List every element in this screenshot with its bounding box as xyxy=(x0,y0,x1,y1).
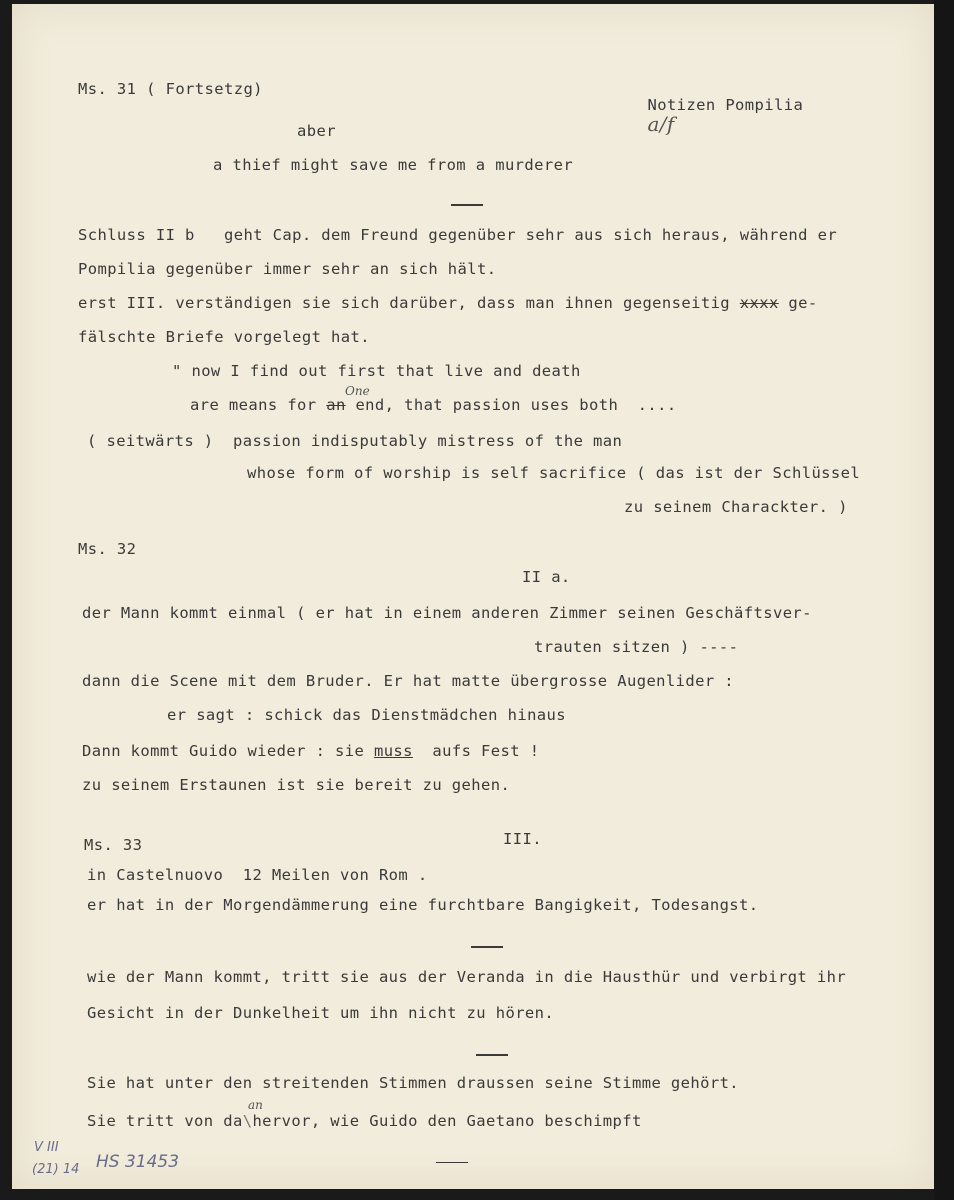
scan-edge xyxy=(934,0,954,1200)
text-line: dann die Scene mit dem Bruder. Er hat matte übergrosse Augenlider : xyxy=(82,672,735,690)
header-left: Ms. 31 ( Fortsetzg) xyxy=(78,80,263,98)
handwritten-insert: One xyxy=(345,384,370,398)
archive-mark: V III xyxy=(34,1140,59,1155)
text-line: Sie tritt von da\hervor, wie Guido den Gaetano beschimpft xyxy=(87,1112,642,1130)
handwritten-insert: an xyxy=(248,1098,263,1112)
section-label: Ms. 32 xyxy=(78,540,137,558)
text-line: wie der Mann kommt, tritt sie aus der Veranda in die Hausthür und verbirgt ihr xyxy=(87,968,847,986)
text-line: ( seitwärts ) passion indisputably mistress of the man xyxy=(87,432,623,450)
section-heading: III. xyxy=(503,830,542,848)
struck-text: xxxx xyxy=(739,294,779,312)
section-label: Ms. 33 xyxy=(84,836,143,854)
text-line: er sagt : schick das Dienstmädchen hinaus xyxy=(167,706,567,724)
text-line: zu seinem Erstaunen ist sie bereit zu gehen. xyxy=(82,776,511,794)
text-line: aber xyxy=(297,122,336,140)
text-line: erst III. verständigen sie sich darüber, dass man ihnen gegenseitig xxxx ge- xyxy=(78,294,818,312)
section-heading: II a. xyxy=(522,568,571,586)
text-line: Sie hat unter den streitenden Stimmen draussen seine Stimme gehört. xyxy=(87,1074,740,1092)
text-line: er hat in der Morgendämmerung eine furchtbare Bangigkeit, Todesangst. xyxy=(87,896,759,914)
text-line: whose form of worship is self sacrifice ( das ist der Schlüssel xyxy=(247,464,861,482)
archive-shelfmark: HS 31453 xyxy=(96,1152,180,1172)
text-line: fälschte Briefe vorgelegt hat. xyxy=(78,328,370,346)
separator-rule xyxy=(476,1054,508,1056)
separator-rule xyxy=(471,946,503,948)
text-line: der Mann kommt einmal ( er hat in einem anderen Zimmer seinen Geschäftsver- xyxy=(82,604,812,622)
archive-mark: (21) 14 xyxy=(32,1162,80,1177)
underlined-text: muss xyxy=(373,742,413,760)
text-line: are means for an end, that passion uses both .... xyxy=(190,396,677,414)
separator-rule xyxy=(436,1162,468,1163)
text-line: in Castelnuovo 12 Meilen von Rom . xyxy=(87,866,428,884)
text-line: " now I find out first that live and death xyxy=(172,362,581,380)
text-line: Pompilia gegenüber immer sehr an sich hält. xyxy=(78,260,497,278)
struck-text: an xyxy=(326,396,346,414)
text-line: trauten sitzen ) ---- xyxy=(534,638,739,656)
text-line: Gesicht in der Dunkelheit um ihn nicht zu hören. xyxy=(87,1004,555,1022)
text-line: zu seinem Charackter. ) xyxy=(624,498,848,516)
text-line: Dann kommt Guido wieder : sie muss aufs Fest ! xyxy=(82,742,540,760)
separator-rule xyxy=(451,204,483,206)
text-line: a thief might save me from a murderer xyxy=(213,156,574,174)
header-right xyxy=(628,78,803,138)
header-right-text: Notizen Pompilia xyxy=(647,96,804,114)
header-handwritten-mark: a/f xyxy=(647,112,675,136)
text-line: Schluss II b geht Cap. dem Freund gegenüber sehr aus sich heraus, während er xyxy=(78,226,838,244)
